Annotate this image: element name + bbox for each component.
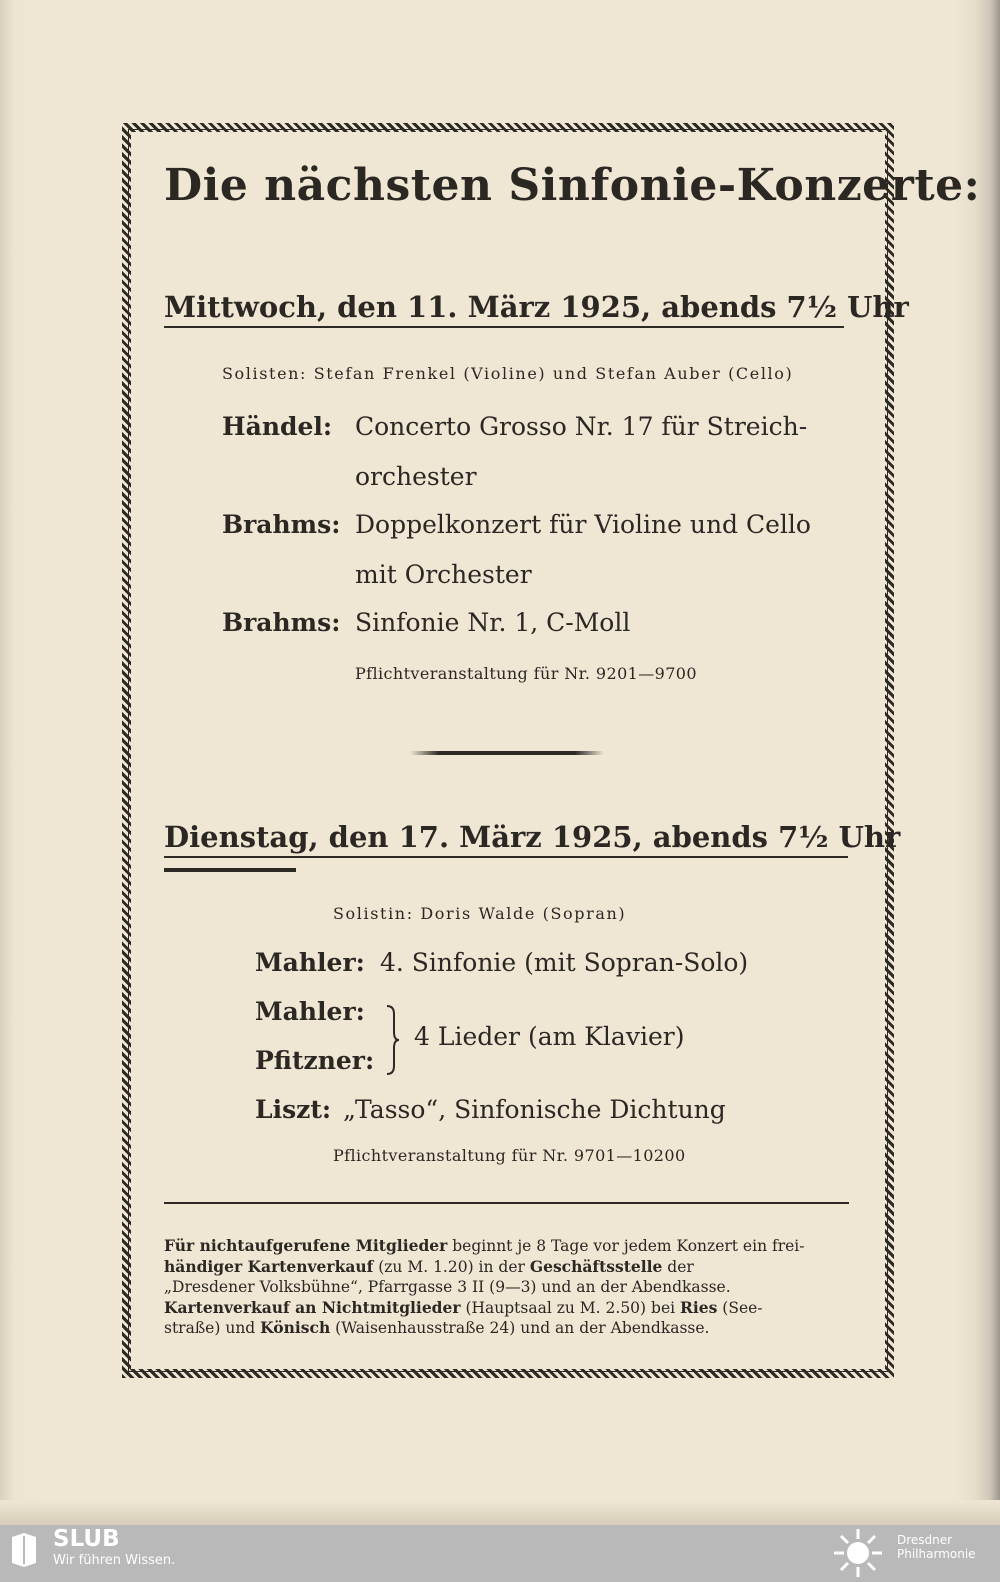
slub-tagline: Wir führen Wissen. [53,1553,176,1568]
footer-line-5: straße) und Könisch (Waisenhausstraße 24) und an der Abendkasse. [164,1318,710,1337]
philharmonie-name[interactable] [897,1533,976,1561]
concert1-item2-work-line2: mit Orchester [355,560,532,589]
footer-line-1: Für nichtaufgerufene Mitglieder beginnt je 8 Tage vor jedem Konzert ein frei- [164,1236,805,1255]
concert2-item2-work: 4 Lieder (am Klavier) [414,1022,685,1051]
slub-logo-icon[interactable] [10,1533,38,1567]
brace-icon [384,1004,400,1076]
concert1-item3-work: Sinfonie Nr. 1, C-Moll [355,608,631,637]
concert1-date: Mittwoch, den 11. März 1925, abends 7½ Uhr [164,290,844,328]
concert1-item1-work-line1: Concerto Grosso Nr. 17 für Streich- [355,412,808,441]
philharmonie-logo-icon[interactable] [832,1527,884,1579]
concert2-date: Dienstag, den 17. März 1925, abends 7½ Uhr [164,820,848,858]
concert2-soloists: Solistin: Doris Walde (Sopran) [333,904,627,923]
concert1-item1-work-line2: orchester [355,462,477,491]
concert2-item1-composer: Mahler: [255,948,365,977]
date-underline-accent [164,868,296,872]
concert1-duty-note: Pflichtveranstaltung für Nr. 9201—9700 [355,664,697,683]
concert1-item2-composer: Brahms: [222,510,341,539]
slub-name[interactable]: SLUB [53,1526,120,1552]
concert1-item3-composer: Brahms: [222,608,341,637]
concert2-duty-note: Pflichtveranstaltung für Nr. 9701—10200 [333,1146,686,1165]
concert2-item3-work: „Tasso“, Sinfonische Dichtung [343,1095,726,1124]
concert2-item2-composer-a: Mahler: [255,997,365,1026]
footer-rule [164,1202,849,1204]
footer-line-4: Kartenverkauf an Nichtmitglieder (Hauptsaal zu M. 2.50) bei Ries (See- [164,1297,763,1317]
footer-line-2: händiger Kartenverkauf (zu M. 1.20) in der Geschäftsstelle der [164,1256,694,1276]
concert1-item2-work-line1: Doppelkonzert für Violine und Cello [355,510,811,539]
section-divider [410,751,604,755]
concert2-item1-work: 4. Sinfonie (mit Sopran-Solo) [380,948,749,977]
paper-bottom-edge [0,1500,1000,1525]
footer-notice [164,1236,849,1339]
philharmonie-line-2: Philharmonie [897,1547,976,1561]
concert2-item2-composer-b: Pfitzner: [255,1046,375,1075]
page-title: Die nächsten Sinfonie-Konzerte: [164,160,981,211]
concert2-item3-composer: Liszt: [255,1095,332,1124]
footer-line-3: „Dresdener Volksbühne“, Pfarrgasse 3 II (9—3) und an der Abendkasse. [164,1278,731,1296]
concert1-item1-composer: Händel: [222,412,333,441]
philharmonie-line-1: Dresdner [897,1533,953,1547]
concert1-soloists: Solisten: Stefan Frenkel (Violine) und Stefan Auber (Cello) [222,364,794,383]
